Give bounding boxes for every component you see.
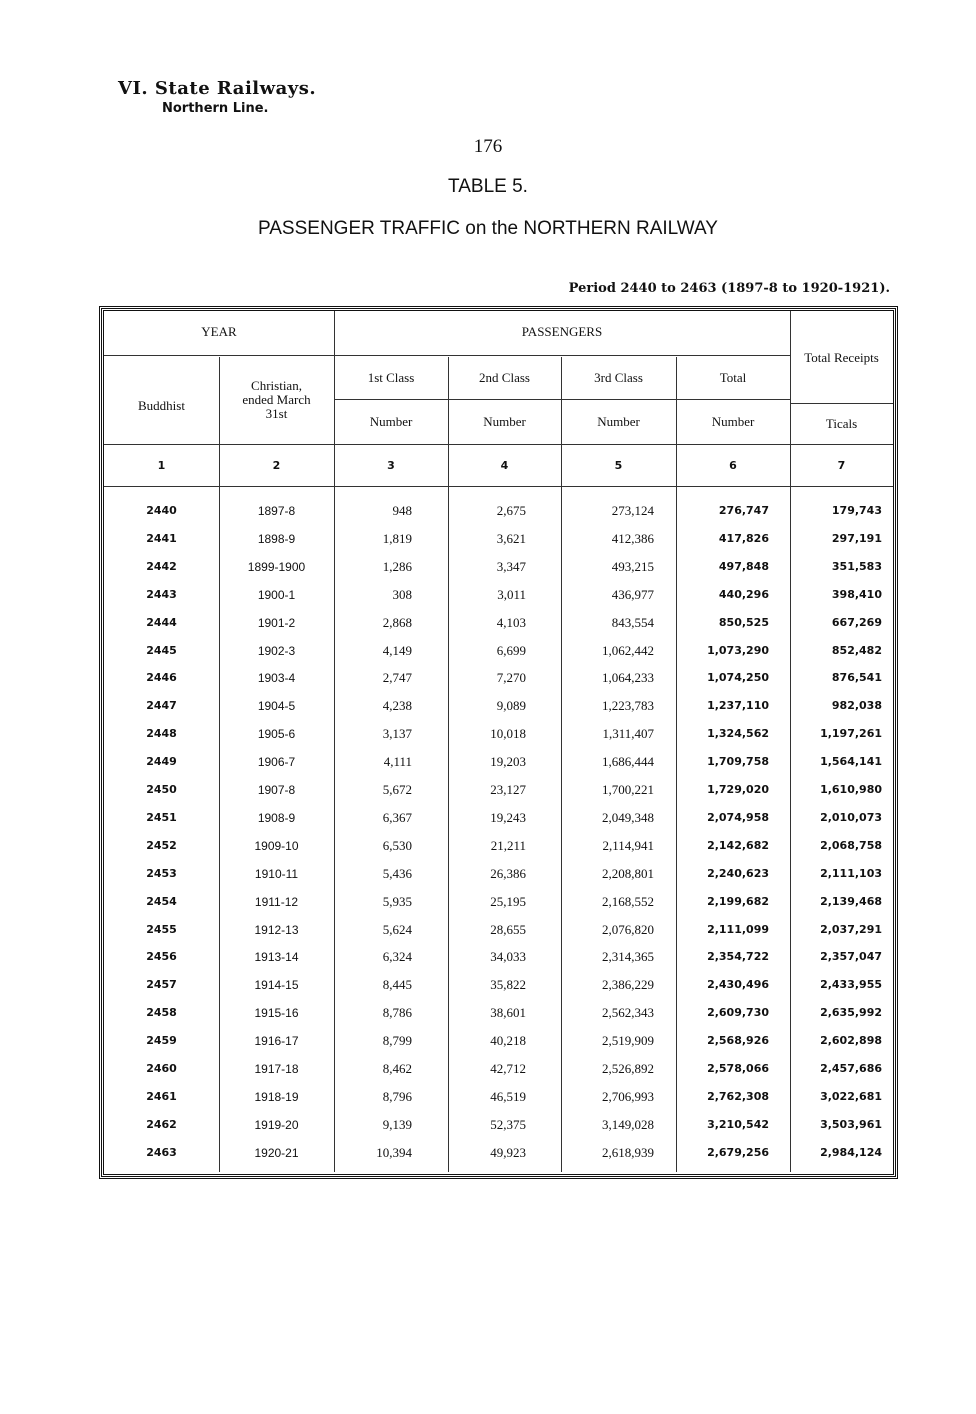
christian-year-cell: 1912-13 (254, 922, 299, 937)
buddhist-year-cell: 2449 (146, 755, 177, 769)
third-class-cell: 1,311,407 (602, 726, 654, 742)
table-row (104, 776, 893, 804)
header-rule (104, 444, 893, 445)
total-passengers-cell: 2,609,730 (707, 1006, 769, 1020)
first-class-cell: 4,111 (383, 754, 412, 770)
second-class-cell: 7,270 (496, 670, 526, 686)
third-class-cell: 1,062,442 (602, 642, 654, 658)
total-receipts-cell: 2,602,898 (820, 1034, 882, 1048)
second-class-cell: 42,712 (490, 1061, 526, 1076)
buddhist-year-cell: 2446 (146, 671, 177, 685)
buddhist-year-cell: 2459 (146, 1034, 177, 1048)
total-receipts-cell: 1,610,980 (820, 783, 882, 796)
first-class-header: 1st Class (367, 370, 415, 385)
table-row (104, 1027, 893, 1055)
total-receipts-cell: 2,357,047 (820, 950, 882, 964)
second-class-cell: 3,347 (496, 558, 526, 574)
header-rule (104, 486, 893, 487)
first-class-cell: 8,796 (382, 1088, 412, 1104)
column-number: 2 (272, 459, 281, 472)
third-class-cell: 1,223,783 (602, 698, 654, 714)
buddhist-year-cell: 2448 (146, 727, 177, 741)
buddhist-year-cell: 2462 (146, 1117, 177, 1131)
christian-year-cell: 1902-3 (257, 643, 296, 658)
total-passengers-cell: 1,709,758 (707, 755, 769, 769)
total-passengers-cell: 276,747 (718, 504, 769, 517)
second-class-cell: 25,195 (490, 893, 526, 909)
christian-year-cell: 1903-4 (257, 671, 296, 686)
christian-year-cell: 1913-14 (254, 950, 299, 965)
total-receipts-cell: 876,541 (831, 671, 882, 685)
third-class-cell: 412,386 (611, 530, 654, 546)
first-class-cell: 8,462 (382, 1061, 412, 1076)
christian-year-cell: 1907-8 (257, 783, 296, 797)
first-class-cell: 4,238 (382, 698, 412, 714)
second-class-cell: 19,243 (490, 809, 526, 825)
buddhist-year-cell: 2447 (146, 699, 177, 713)
table-row (104, 581, 893, 609)
second-class-cell: 19,203 (490, 754, 526, 770)
total-passengers-cell: 440,296 (718, 587, 769, 601)
christian-year-cell: 1910-11 (254, 866, 299, 881)
column-number: 1 (157, 459, 166, 472)
total-passengers-cell: 2,240,623 (707, 866, 769, 880)
total-receipts-cell: 2,139,468 (820, 894, 882, 908)
first-class-cell: 10,394 (376, 1144, 412, 1160)
first-class-cell: 8,445 (382, 977, 412, 993)
ticals-unit-label: Ticals (825, 416, 858, 431)
buddhist-year-cell: 2450 (146, 783, 177, 796)
third-class-cell: 273,124 (611, 503, 654, 518)
total-receipts-cell: 3,503,961 (820, 1117, 882, 1131)
first-class-cell: 1,286 (382, 558, 412, 574)
christian-year-cell: 1901-2 (257, 615, 296, 630)
header-rule (334, 399, 790, 400)
third-class-cell: 2,208,801 (602, 865, 654, 881)
third-class-cell: 2,519,909 (602, 1033, 654, 1049)
table-label: TABLE 5. (448, 176, 528, 197)
table-row (104, 609, 893, 637)
table-row (104, 664, 893, 692)
table-row (104, 497, 893, 525)
buddhist-year-cell: 2440 (146, 504, 177, 517)
total-receipts-cell: 982,038 (831, 699, 882, 713)
column-number: 3 (387, 459, 395, 472)
third-class-cell: 2,386,229 (602, 977, 654, 993)
christian-year-cell: 1919-20 (254, 1117, 299, 1132)
table-row (104, 832, 893, 860)
number-unit-label: Number (369, 414, 413, 429)
second-class-cell: 35,822 (490, 977, 526, 993)
first-class-cell: 9,139 (382, 1116, 412, 1132)
third-class-cell: 2,618,939 (602, 1144, 654, 1160)
table-row (104, 1055, 893, 1083)
second-class-cell: 3,621 (496, 530, 526, 546)
total-passengers-cell: 2,578,066 (707, 1062, 769, 1075)
total-passengers-cell: 2,762,308 (707, 1089, 769, 1103)
second-class-cell: 2,675 (496, 503, 526, 518)
column-number: 5 (614, 459, 623, 472)
buddhist-year-cell: 2463 (146, 1145, 177, 1159)
table-row (104, 888, 893, 916)
buddhist-year-cell: 2445 (146, 643, 177, 657)
christian-year-cell: 1911-12 (254, 894, 299, 909)
buddhist-year-cell: 2458 (146, 1006, 177, 1020)
first-class-cell: 2,747 (382, 670, 412, 686)
christian-year-cell: 1918-19 (254, 1089, 299, 1104)
buddhist-year-cell: 2452 (146, 838, 177, 852)
total-receipts-cell: 2,010,073 (820, 810, 882, 824)
total-passengers-cell: 417,826 (718, 531, 769, 545)
third-class-cell: 1,700,221 (602, 782, 654, 797)
header-rule (104, 355, 790, 356)
buddhist-year-cell: 2457 (146, 978, 177, 992)
first-class-cell: 3,137 (382, 726, 412, 742)
total-passengers-cell: 2,568,926 (707, 1034, 769, 1048)
table-row (104, 553, 893, 581)
second-class-cell: 38,601 (490, 1005, 526, 1021)
second-class-cell: 28,655 (490, 921, 526, 937)
buddhist-header: Buddhist (138, 398, 185, 413)
buddhist-year-cell: 2461 (146, 1089, 177, 1103)
third-class-cell: 493,215 (611, 558, 654, 574)
total-passengers-cell: 497,848 (718, 559, 769, 573)
total-receipts-cell: 852,482 (831, 643, 882, 657)
total-passengers-cell: 1,074,250 (707, 671, 769, 685)
buddhist-year-cell: 2441 (146, 531, 177, 545)
buddhist-year-cell: 2453 (146, 866, 177, 880)
third-class-cell: 2,314,365 (602, 949, 654, 965)
total-passengers-cell: 850,525 (718, 615, 769, 629)
total-passengers-cell: 2,430,496 (707, 978, 769, 992)
christian-year-cell: 1898-9 (257, 531, 296, 546)
page-number: 176 (473, 136, 503, 157)
table-row (104, 971, 893, 999)
buddhist-year-cell: 2455 (146, 922, 177, 936)
table-period: Period 2440 to 2463 (1897-8 to 1920-1921). (568, 281, 890, 296)
total-header: Total (719, 370, 747, 385)
first-class-cell: 5,672 (382, 782, 412, 797)
total-receipts-cell: 2,037,291 (820, 922, 882, 936)
first-class-cell: 8,786 (382, 1005, 412, 1021)
passenger-traffic-table (101, 308, 896, 1177)
second-class-cell: 9,089 (496, 698, 526, 714)
total-receipts-cell: 2,457,686 (820, 1062, 882, 1075)
christian-year-cell: 1909-10 (254, 838, 299, 853)
first-class-cell: 948 (392, 503, 412, 518)
buddhist-year-cell: 2443 (146, 587, 177, 601)
table-row (104, 1111, 893, 1139)
total-receipts-cell: 667,269 (831, 615, 882, 629)
first-class-cell: 5,624 (382, 921, 412, 937)
total-receipts-cell: 3,022,681 (820, 1089, 882, 1103)
christian-year-cell: 1897-8 (257, 504, 296, 518)
third-class-cell: 2,168,552 (602, 893, 654, 909)
christian-year-cell: 1920-21 (254, 1145, 299, 1160)
total-receipts-cell: 2,111,103 (820, 866, 882, 880)
third-class-cell: 2,526,892 (602, 1061, 654, 1076)
total-passengers-cell: 1,729,020 (707, 783, 769, 796)
christian-year-cell: 1904-5 (257, 699, 296, 714)
column-number: 6 (729, 459, 737, 472)
second-class-cell: 4,103 (496, 614, 526, 630)
second-class-cell: 34,033 (490, 949, 526, 965)
third-class-cell: 2,706,993 (602, 1088, 654, 1104)
third-class-cell: 843,554 (611, 614, 654, 630)
first-class-cell: 5,436 (382, 865, 412, 881)
table-title: PASSENGER TRAFFIC on the NORTHERN RAILWAY (258, 218, 718, 239)
total-receipts-cell: 398,410 (831, 587, 882, 601)
table-row (104, 1083, 893, 1111)
third-class-cell: 3,149,028 (602, 1116, 654, 1132)
third-class-cell: 2,562,343 (602, 1005, 654, 1021)
first-class-cell: 5,935 (382, 893, 412, 909)
first-class-cell: 308 (392, 586, 412, 602)
christian-year-cell: 1906-7 (257, 755, 296, 770)
third-class-cell: 2,049,348 (602, 809, 654, 825)
total-receipts-cell: 2,984,124 (820, 1145, 882, 1159)
buddhist-year-cell: 2442 (146, 559, 177, 573)
buddhist-year-cell: 2456 (146, 950, 177, 964)
buddhist-year-cell: 2451 (146, 810, 177, 824)
total-passengers-cell: 1,324,562 (707, 727, 769, 741)
christian-year-cell: 1917-18 (254, 1062, 299, 1076)
total-passengers-cell: 2,074,958 (707, 810, 769, 824)
first-class-cell: 2,868 (382, 614, 412, 630)
total-passengers-cell: 1,073,290 (707, 643, 769, 657)
table-row (104, 943, 893, 971)
second-class-header: 2nd Class (479, 370, 530, 385)
table-row (104, 720, 893, 748)
third-class-cell: 436,977 (611, 586, 654, 602)
total-receipts-cell: 2,433,955 (820, 978, 882, 992)
total-receipts-cell: 1,197,261 (820, 727, 882, 741)
total-receipts-cell: 297,191 (831, 531, 882, 545)
christian-header: Christian, ended March 31st (242, 378, 311, 421)
table-row (104, 1139, 893, 1167)
year-header: YEAR (201, 324, 237, 339)
table-row (104, 999, 893, 1027)
second-class-cell: 52,375 (490, 1116, 526, 1132)
christian-year-cell: 1899-1900 (247, 559, 306, 574)
table-row (104, 860, 893, 888)
section-heading: VI. State Railways. (118, 78, 317, 99)
second-class-cell: 10,018 (490, 726, 526, 742)
second-class-cell: 26,386 (490, 865, 526, 881)
total-receipts-cell: 2,068,758 (820, 838, 882, 852)
buddhist-year-cell: 2454 (146, 894, 177, 908)
first-class-cell: 8,799 (382, 1033, 412, 1049)
second-class-cell: 23,127 (490, 782, 526, 797)
second-class-cell: 3,011 (497, 586, 526, 602)
third-class-cell: 2,114,941 (602, 837, 654, 853)
header-rule (790, 403, 893, 404)
first-class-cell: 4,149 (382, 642, 412, 658)
total-passengers-cell: 3,210,542 (707, 1117, 769, 1131)
first-class-cell: 6,324 (382, 949, 412, 965)
total-passengers-cell: 2,679,256 (707, 1145, 769, 1159)
column-number: 4 (500, 459, 509, 472)
total-receipts-cell: 1,564,141 (820, 755, 882, 769)
total-receipts-cell: 179,743 (831, 504, 882, 517)
first-class-cell: 6,367 (382, 809, 412, 825)
total-passengers-cell: 2,199,682 (707, 894, 769, 908)
passengers-header: PASSENGERS (521, 324, 603, 339)
christian-year-cell: 1900-1 (257, 587, 296, 602)
christian-year-cell: 1914-15 (254, 978, 299, 993)
third-class-cell: 1,064,233 (602, 670, 654, 686)
table-row (104, 637, 893, 665)
total-passengers-cell: 1,237,110 (707, 699, 769, 713)
total-receipts-cell: 2,635,992 (820, 1006, 882, 1020)
second-class-cell: 21,211 (490, 837, 526, 853)
second-class-cell: 40,218 (490, 1033, 526, 1049)
first-class-cell: 1,819 (382, 530, 412, 546)
second-class-cell: 49,923 (490, 1144, 526, 1160)
christian-year-cell: 1916-17 (254, 1034, 299, 1049)
total-passengers-cell: 2,354,722 (707, 950, 769, 964)
buddhist-year-cell: 2444 (146, 615, 177, 629)
number-unit-label: Number (711, 414, 755, 429)
number-unit-label: Number (597, 414, 640, 429)
table-row (104, 525, 893, 553)
third-class-cell: 2,076,820 (602, 921, 654, 937)
buddhist-year-cell: 2460 (146, 1062, 177, 1075)
number-unit-label: Number (483, 414, 526, 429)
table-row (104, 748, 893, 776)
total-receipts-cell: 351,583 (831, 559, 882, 573)
table-row (104, 804, 893, 832)
christian-year-cell: 1905-6 (257, 727, 296, 742)
second-class-cell: 46,519 (490, 1088, 526, 1104)
total-passengers-cell: 2,111,099 (707, 922, 769, 936)
column-number: 7 (837, 459, 846, 472)
second-class-cell: 6,699 (496, 642, 526, 658)
table-row (104, 692, 893, 720)
table-row (104, 916, 893, 944)
third-class-header: 3rd Class (594, 370, 643, 385)
first-class-cell: 6,530 (382, 837, 412, 853)
christian-year-cell: 1908-9 (257, 810, 296, 825)
christian-year-cell: 1915-16 (254, 1006, 299, 1021)
total-receipts-header: Total Receipts (804, 350, 879, 365)
total-passengers-cell: 2,142,682 (707, 838, 769, 852)
subsection-heading: Northern Line. (162, 101, 269, 116)
third-class-cell: 1,686,444 (602, 754, 654, 770)
